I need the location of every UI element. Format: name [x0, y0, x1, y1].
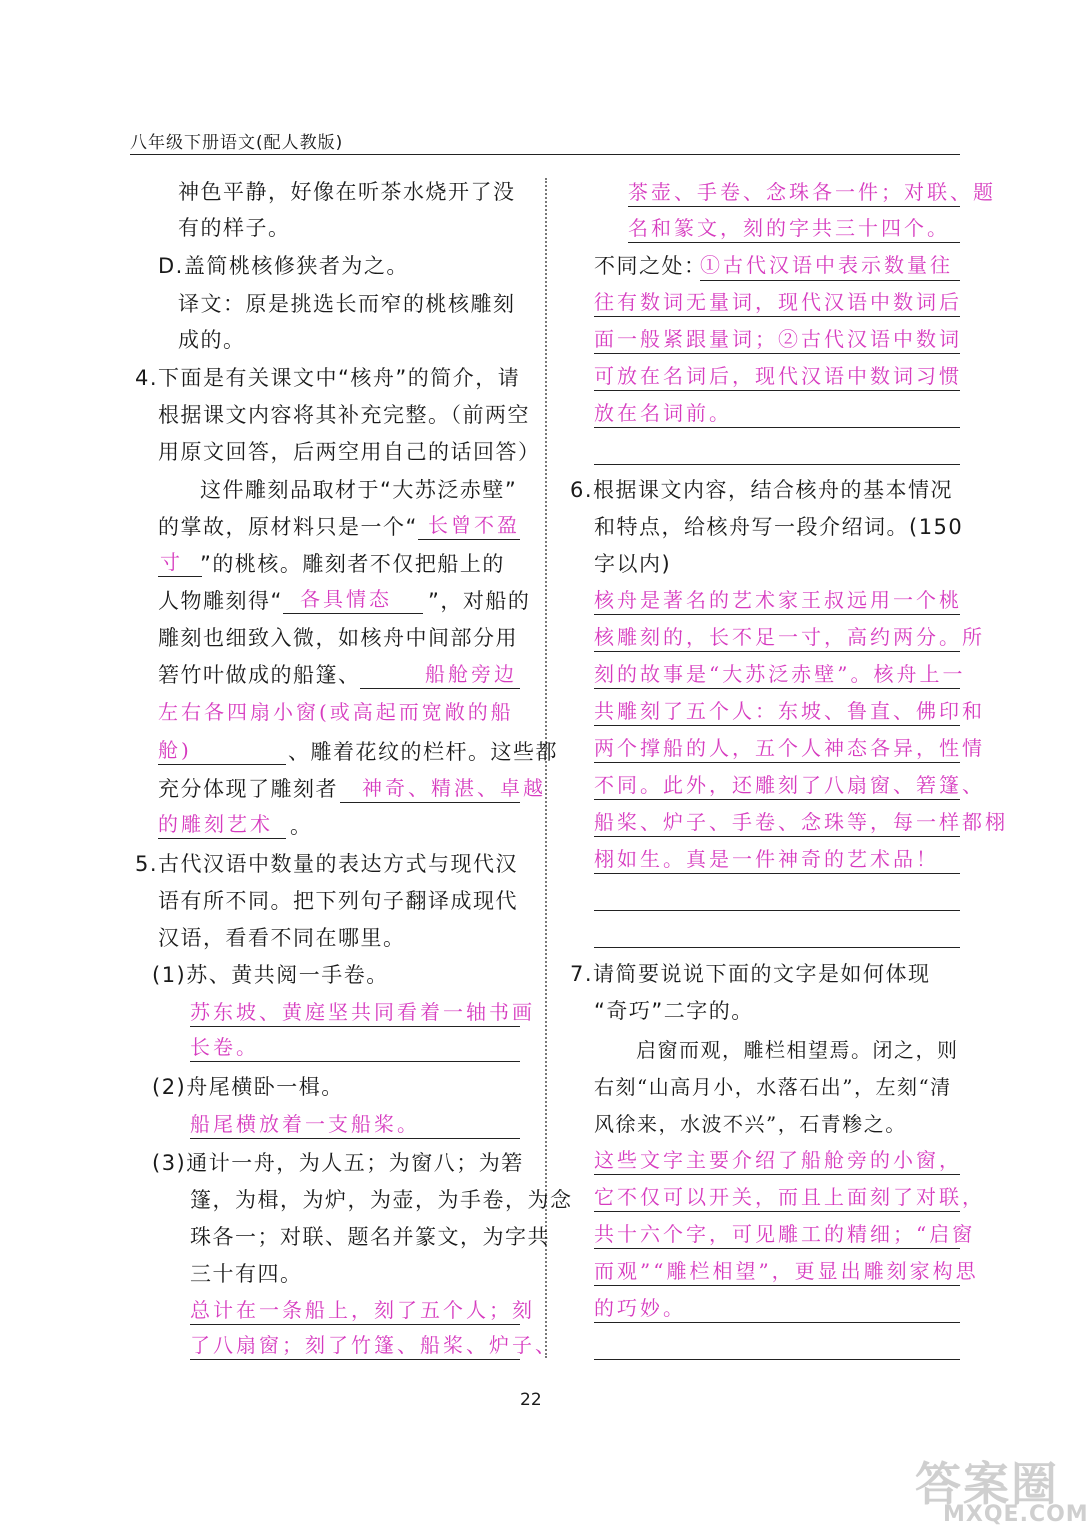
answer-line: [594, 1211, 960, 1212]
passage-line: 启窗而观，雕栏相望焉。闭之，则: [636, 1038, 959, 1062]
answer-text: 这些文字主要介绍了船舱旁的小窗，: [594, 1148, 962, 1172]
answer-line: [190, 1324, 520, 1325]
answer-line: [594, 688, 960, 689]
question-4-line: 的掌故，原材料只是一个“: [158, 515, 418, 539]
answer-text: 的雕刻艺术: [158, 812, 273, 836]
answer-text: 各具情态: [300, 587, 392, 611]
answer-text: 了八扇窗；刻了竹篷、船桨、炉子、: [190, 1333, 558, 1357]
answer-text: 核舟是著名的艺术家王叔远用一个桃: [594, 588, 962, 612]
difference-label: 不同之处：: [594, 254, 707, 278]
answer-text: 面一般紧跟量词；②古代汉语中数词: [594, 327, 962, 351]
answer-text: 长卷。: [190, 1035, 259, 1059]
answer-line: [594, 1174, 960, 1175]
translation-line: 译文：原是挑选长而窄的桃核雕刻: [178, 292, 516, 316]
question-5-item: (2)舟尾横卧一楫。: [152, 1075, 344, 1099]
question-5-item: (1)苏、黄共阅一手卷。: [152, 963, 389, 987]
answer-line: [594, 1359, 960, 1360]
answer-line: [594, 947, 960, 948]
answer-text: 不同。此外，还雕刻了八扇窗、箬篷、: [594, 773, 985, 797]
question-4-line: 雕刻也细致入微，如核舟中间部分用: [158, 626, 518, 650]
answer-text: 苏东坡、黄庭坚共同看着一轴书画: [190, 1000, 535, 1024]
answer-text: 栩如生。真是一件神奇的艺术品！: [594, 847, 939, 871]
answer-line: [594, 1322, 960, 1323]
question-4-line: 充分体现了雕刻者: [158, 777, 338, 801]
question-5-item: 珠各一；对联、题名并篆文，为字共: [190, 1225, 550, 1249]
answer-text: 共十六个字，可见雕工的精细；“启窗: [594, 1222, 976, 1246]
answer-text: 共雕刻了五个人：东坡、鲁直、佛印和: [594, 699, 985, 723]
answer-text: 舱): [158, 738, 192, 762]
answer-text: 核雕刻的，长不足一寸，高约两分。所: [594, 625, 985, 649]
answer-text: 神奇、精湛、卓越: [362, 776, 546, 800]
answer-line: [594, 799, 960, 800]
answer-text: 而观”“雕栏相望”，更显出雕刻家构思: [594, 1259, 979, 1283]
translation-line: 成的。: [178, 328, 246, 352]
answer-line: [190, 1061, 520, 1062]
question-4-line: 人物雕刻得“: [158, 589, 283, 613]
answer-line: [594, 725, 960, 726]
answer-line: [628, 242, 960, 243]
question-6-line: 字以内): [594, 552, 672, 576]
answer-line: [594, 353, 960, 354]
answer-text: 寸: [160, 550, 183, 574]
answer-line: [594, 316, 960, 317]
answer-text: 两个撑船的人，五个人神态各异，性情: [594, 736, 985, 760]
answer-blank: [283, 613, 423, 614]
answer-text: 可放在名词后，现代汉语中数词习惯: [594, 364, 962, 388]
answer-line: [594, 1285, 960, 1286]
watermark-site: MXQE.COM: [943, 1502, 1089, 1527]
passage-line: 风徐来，水波不兴”，石青糁之。: [594, 1112, 907, 1136]
question-7-line: 7.请简要说说下面的文字是如何体现: [570, 962, 931, 986]
answer-text: 船舱旁边: [425, 662, 517, 686]
answer-line: [594, 464, 960, 465]
answer-text: 它不仅可以开关，而且上面刻了对联，: [594, 1185, 985, 1209]
column-divider: [545, 178, 547, 1358]
question-4-line: 箬竹叶做成的船篷、: [158, 663, 361, 687]
answer-blank: [158, 576, 202, 577]
question-4-line: 、雕着花纹的栏杆。这些都: [288, 740, 558, 764]
answer-text: 船桨、炉子、手卷、念珠等，每一样都栩: [594, 810, 1008, 834]
answer-line: [594, 762, 960, 763]
question-4-line: ”，对船的: [428, 589, 531, 613]
answer-line: [594, 651, 960, 652]
answer-line: [190, 1026, 520, 1027]
answer-line: [594, 910, 960, 911]
answer-line: [594, 390, 960, 391]
answer-line: [628, 206, 960, 207]
answer-line: [594, 873, 960, 874]
answer-blank: [158, 838, 286, 839]
question-5-item: (3)通计一舟，为人五；为窗八；为箬: [152, 1151, 524, 1175]
answer-line: [700, 280, 960, 281]
question-4-line: 。: [290, 814, 313, 838]
answer-line: [190, 1359, 520, 1360]
answer-blank: [158, 764, 286, 765]
question-4-line: 这件雕刻品取材于“大苏泛赤壁”: [200, 478, 518, 502]
option-d: D.盖简桃核修狭者为之。: [158, 254, 409, 278]
question-4-line: 用原文回答，后两空用自己的话回答）: [158, 440, 541, 464]
answer-blank: [360, 688, 520, 689]
answer-blank: [340, 802, 520, 803]
answer-text: ①古代汉语中表示数量往: [700, 253, 953, 277]
watermark-logo: [915, 1448, 1089, 1530]
question-4-line: 根据课文内容将其补充完整。（前两空: [158, 403, 530, 427]
answer-text: 船尾横放着一支船桨。: [190, 1112, 420, 1136]
question-5-line: 5.古代汉语中数量的表达方式与现代汉: [135, 852, 519, 876]
page-number: 22: [520, 1390, 542, 1410]
question-4-line: 4.下面是有关课文中“核舟”的简介，请: [135, 366, 521, 390]
answer-line: [594, 614, 960, 615]
answer-text: 长曾不盈: [428, 513, 520, 537]
question-7-line: “奇巧”二字的。: [594, 999, 754, 1023]
question-5-line: 语有所不同。把下列句子翻译成现代: [158, 889, 518, 913]
answer-text: 左右各四扇小窗(或高起而宽敞的船: [158, 700, 514, 724]
running-header: 八年级下册语文(配人教版): [130, 128, 960, 155]
text-line: 有的样子。: [178, 216, 291, 240]
answer-line: [594, 836, 960, 837]
answer-text: 刻的故事是“大苏泛赤壁”。核舟上一: [594, 662, 966, 686]
text-line: 神色平静，好像在听茶水烧开了没: [178, 180, 516, 204]
answer-text: 放在名词前。: [594, 401, 732, 425]
answer-line: [594, 1248, 960, 1249]
answer-text: 总计在一条船上，刻了五个人；刻: [190, 1298, 535, 1322]
answer-line: [594, 427, 960, 428]
question-4-line: ”的桃核。雕刻者不仅把船上的: [200, 552, 505, 576]
answer-line: [190, 1138, 520, 1139]
question-5-line: 汉语，看看不同在哪里。: [158, 926, 406, 950]
answer-text: 名和篆文，刻的字共三十四个。: [628, 216, 950, 240]
answer-blank: [418, 539, 520, 540]
passage-line: 右刻“山高月小，水落石出”，左刻“清: [594, 1075, 952, 1099]
answer-text: 的巧妙。: [594, 1296, 686, 1320]
question-5-item: 篷，为楫，为炉，为壶，为手卷，为念: [190, 1188, 573, 1212]
answer-text: 茶壶、手卷、念珠各一件；对联、题: [628, 180, 996, 204]
question-5-item: 三十有四。: [190, 1262, 303, 1286]
answer-text: 往有数词无量词，现代汉语中数词后: [594, 290, 962, 314]
question-6-line: 6.根据课文内容，结合核舟的基本情况: [570, 478, 954, 502]
question-6-line: 和特点，给核舟写一段介绍词。(150: [594, 515, 964, 539]
watermark-main: 答案圈: [915, 1457, 1059, 1511]
